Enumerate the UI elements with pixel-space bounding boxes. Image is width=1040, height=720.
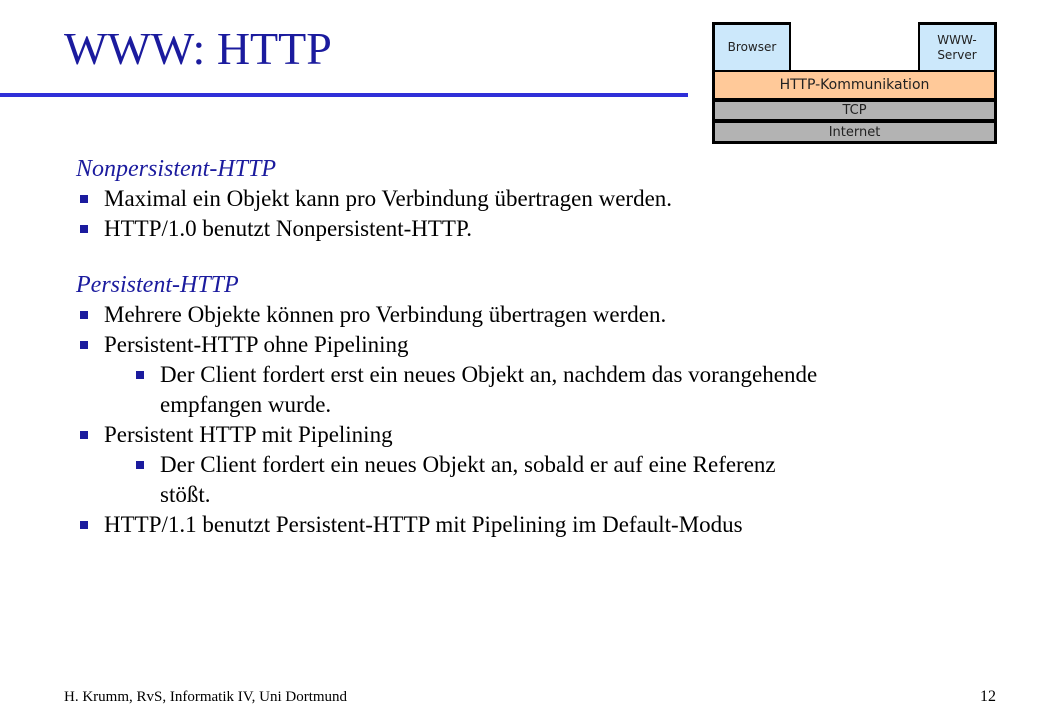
server-label-line2: Server — [937, 47, 977, 62]
persistent-list — [76, 300, 976, 540]
square-bullet-icon — [136, 371, 144, 379]
square-bullet-icon — [80, 431, 88, 439]
www-server-box — [920, 25, 994, 70]
tcp-layer-box: TCP — [715, 102, 994, 119]
slide-title: WWW: HTTP — [64, 23, 332, 74]
title-underline — [0, 93, 688, 97]
sub-item-line2: empfangen wurde. — [160, 392, 332, 417]
sub-item-line1: Der Client fordert erst ein neues Objekt an, nachdem das vorangehende — [160, 362, 818, 387]
square-bullet-icon — [80, 225, 88, 233]
slide-content — [76, 154, 976, 540]
list-item-text: Persistent HTTP mit Pipelining — [104, 422, 393, 447]
protocol-stack-diagram — [712, 22, 997, 144]
server-label-line1: WWW- — [937, 32, 977, 47]
list-item — [76, 420, 976, 450]
square-bullet-icon — [136, 461, 144, 469]
internet-layer-box: Internet — [715, 123, 994, 141]
diagram-gap — [791, 22, 918, 70]
list-item — [76, 184, 976, 214]
footer-author: H. Krumm, RvS, Informatik IV, Uni Dortmund — [64, 689, 348, 705]
sub-item-line1: Der Client fordert ein neues Objekt an, sobald er auf eine Referenz — [160, 452, 776, 477]
square-bullet-icon — [80, 341, 88, 349]
http-layer-box: HTTP-Kommunikation — [715, 72, 994, 98]
browser-box: Browser — [715, 25, 789, 70]
list-item — [76, 330, 976, 360]
nonpersistent-list — [76, 184, 976, 244]
list-item — [76, 214, 976, 244]
list-item-text: HTTP/1.1 benutzt Persistent-HTTP mit Pipelining im Default-Modus — [104, 512, 743, 537]
list-item-text: Mehrere Objekte können pro Verbindung übertragen werden. — [104, 302, 667, 327]
square-bullet-icon — [80, 311, 88, 319]
sub-list-item — [76, 450, 976, 510]
nonpersistent-heading: Nonpersistent-HTTP — [76, 156, 277, 182]
list-item — [76, 300, 976, 330]
page-number: 12 — [980, 688, 996, 705]
list-item-text: HTTP/1.0 benutzt Nonpersistent-HTTP. — [104, 216, 472, 241]
list-item-text: Maximal ein Objekt kann pro Verbindung übertragen werden. — [104, 186, 673, 211]
list-item — [76, 510, 976, 540]
persistent-heading: Persistent-HTTP — [76, 272, 239, 298]
list-item-text: Persistent-HTTP ohne Pipelining — [104, 332, 409, 357]
sub-item-line2: stößt. — [160, 482, 211, 507]
square-bullet-icon — [80, 521, 88, 529]
sub-list-item — [76, 360, 976, 420]
square-bullet-icon — [80, 195, 88, 203]
